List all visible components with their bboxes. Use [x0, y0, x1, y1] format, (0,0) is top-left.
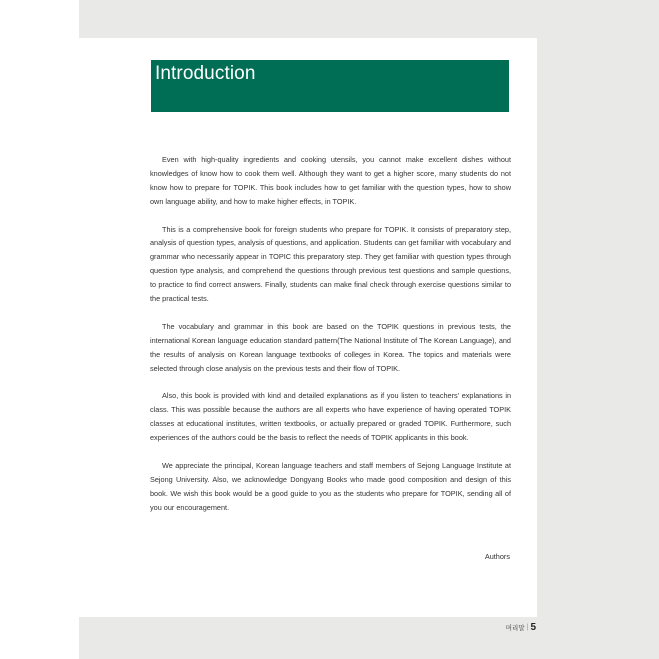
paragraph-2: This is a comprehensive book for foreign students who prepare for TOPIK. It consists of preparatory step, analysis of question types, analysis of questions, and application. Students can get familiar with vocabulary and grammar who necessarily appear in TOPIC this preparatory step. They get familiar with question types through question type analysis, and comprehend the questions through previous test questions and sample questions, to practice to find correct answers. Finally, students can make final check through exercise questions similar to the practical tests.: [150, 224, 511, 304]
paragraph-4: Also, this book is provided with kind and detailed explanations as if you listen to teachers' explanations in class. This was possible because the authors are all experts who have experience of having operated TOPIK classes at educational institutes, written textbooks, or actually prepared or graded TOPIK. Furthermore, such experiences of the authors could be the basis to reflect the needs of TOPIK applicants in this book.: [150, 391, 511, 443]
page-number: 5: [530, 622, 536, 633]
section-label: 머리말: [505, 625, 525, 632]
bottom-margin-band: [79, 617, 659, 659]
paragraph-1: Even with high-quality ingredients and cooking utensils, you cannot make excellent dishes without knowledges of know how to cook them well. Although they want to get a higher score, many students do not know how to prepare for TOPIK. This book includes how to get familiar with the question types, how to show own language ability, and how to make higher effects, in TOPIK.: [150, 155, 511, 206]
right-margin-band: [537, 0, 659, 659]
page-title: Introduction: [155, 63, 256, 84]
signature-authors: Authors: [484, 552, 510, 561]
title-banner: [151, 60, 509, 112]
introduction-body: [150, 153, 511, 528]
paragraph-3: The vocabulary and grammar in this book are based on the TOPIK questions in previous tests, the international Korean language education standard pattern(The National Institute of The Korean Language), and the results of analysis on Korean language textbooks of colleges in Korea. The topics and materials were selected through close analysis on the previous tests and their flow of TOPIK.: [150, 321, 511, 373]
paragraph-5: We appreciate the principal, Korean language teachers and staff members of Sejong Language Institute at Sejong University. Also, we acknowledge Dongyang Books who made good composition and design of this book. We wish this book would be a good guide to you as the students who prepare for TOPIK, sending all of you our encouragement.: [150, 460, 511, 512]
footer-separator: |: [526, 624, 529, 631]
page-footer: [496, 622, 536, 633]
